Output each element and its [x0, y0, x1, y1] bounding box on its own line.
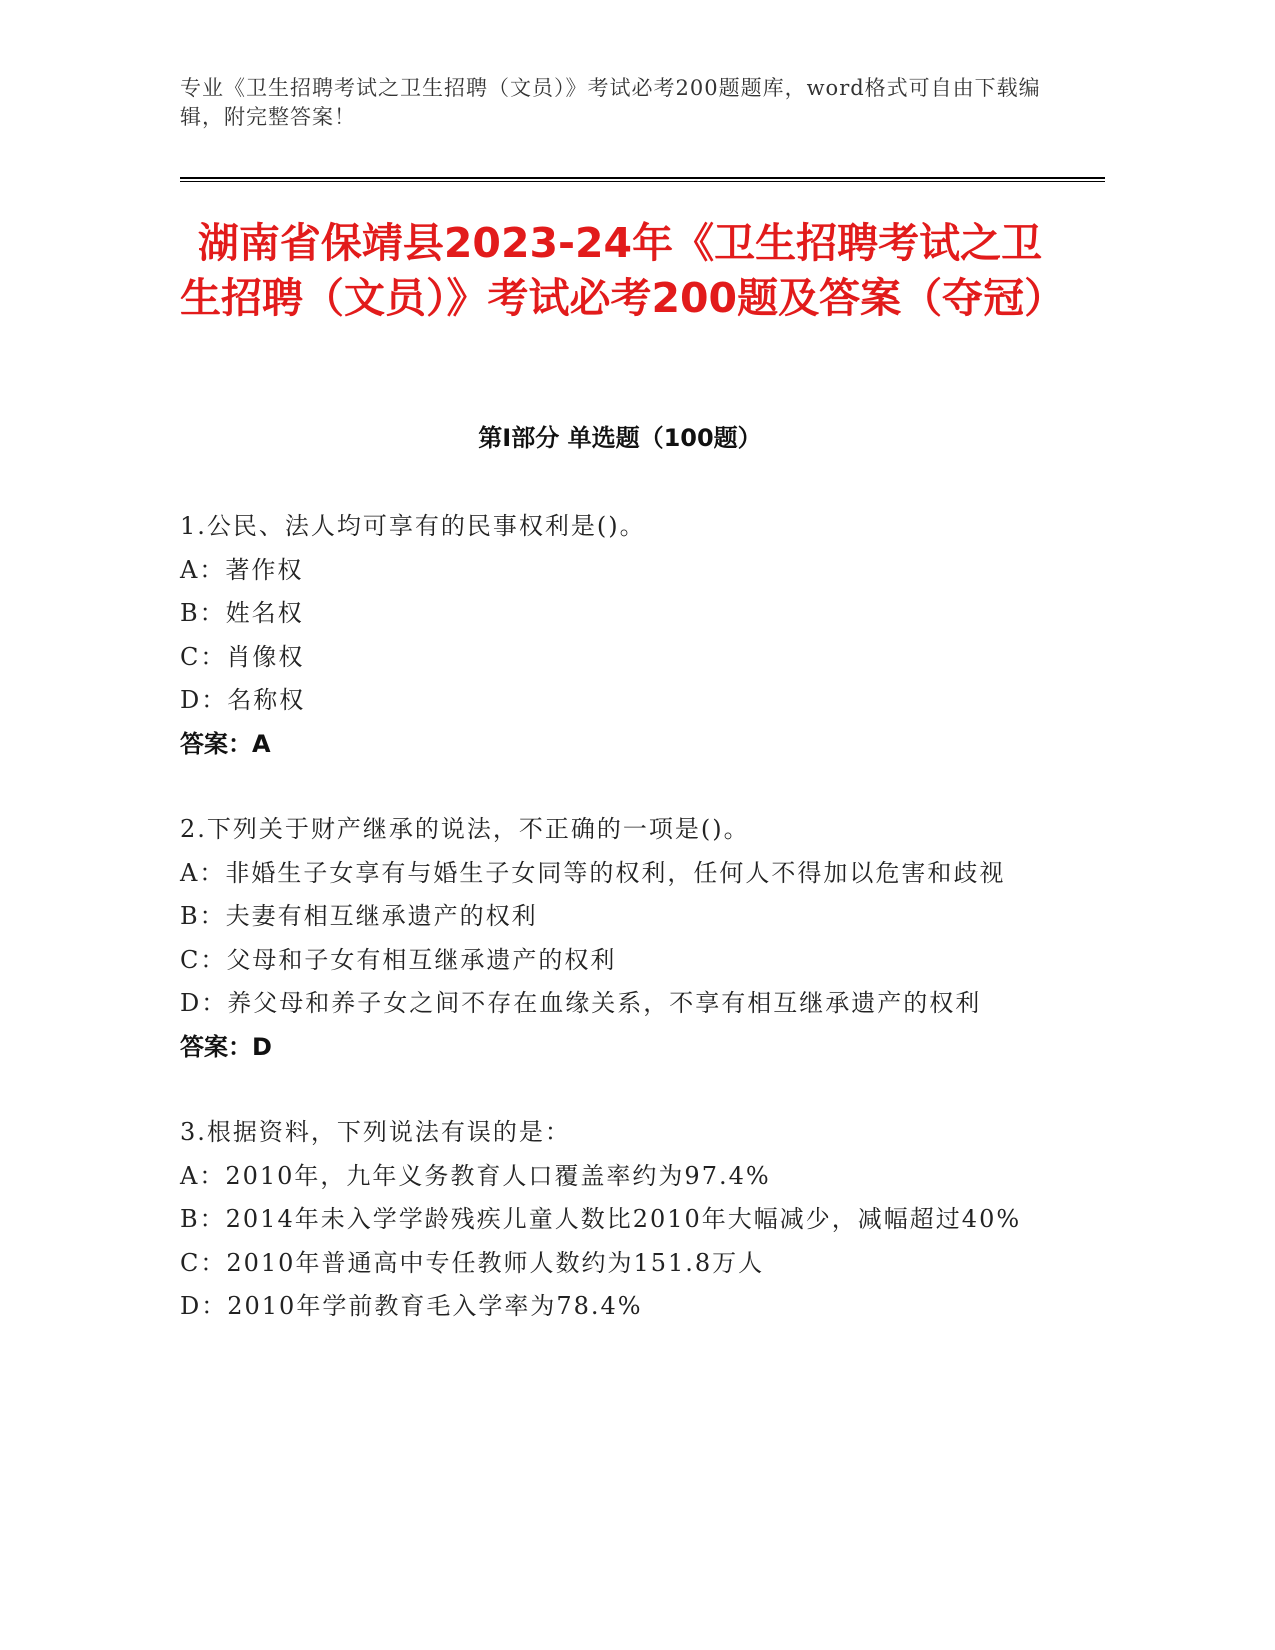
- option-key: C：: [180, 945, 227, 974]
- option-text: 2010年普通高中专任教师人数约为151.8万人: [226, 1248, 765, 1277]
- option-d: [180, 1285, 1040, 1329]
- option-b: [180, 895, 1040, 939]
- header-note: 专业《卫生招聘考试之卫生招聘（文员）》考试必考200题题库，word格式可自由下载编辑，附完整答案！: [180, 76, 1041, 129]
- option-text: 父母和子女有相互继承遗产的权利: [226, 945, 617, 974]
- option-text: 非婚生子女享有与婚生子女同等的权利，任何人不得加以危害和歧视: [225, 858, 1006, 887]
- option-key: B：: [180, 599, 226, 627]
- option-text: 著作权: [225, 555, 304, 584]
- question-1: [180, 505, 1040, 766]
- option-key: D：: [180, 1292, 228, 1320]
- option-text: 2010年学前教育毛入学率为78.4%: [227, 1292, 643, 1320]
- option-text: 姓名权: [225, 599, 304, 627]
- option-c: [180, 636, 1040, 680]
- option-c: [180, 1242, 1040, 1286]
- option-d: [180, 982, 1040, 1026]
- option-a: [180, 1155, 1040, 1199]
- option-text: 夫妻有相互继承遗产的权利: [225, 902, 538, 930]
- option-key: B：: [180, 902, 226, 930]
- section-heading: 第Ⅰ部分 单选题（100题）: [478, 424, 762, 452]
- option-key: C：: [180, 642, 227, 671]
- option-a: [180, 549, 1040, 593]
- question-stem: 2.下列关于财产继承的说法，不正确的一项是()。: [180, 815, 750, 843]
- option-key: D：: [180, 686, 228, 714]
- question-list: [180, 505, 1040, 1371]
- question-stem: 1.公民、法人均可享有的民事权利是()。: [180, 512, 646, 540]
- option-text: 2014年未入学学龄残疾儿童人数比2010年大幅减少，减幅超过40%: [225, 1205, 1022, 1233]
- option-key: D：: [180, 989, 228, 1017]
- option-key: B：: [180, 1205, 226, 1233]
- question-stem: 3.根据资料，下列说法有误的是：: [180, 1118, 571, 1146]
- option-b: [180, 1198, 1040, 1242]
- option-b: [180, 592, 1040, 636]
- option-text: 名称权: [227, 686, 306, 714]
- answer-line: 答案：A: [180, 729, 271, 758]
- question-2: [180, 808, 1040, 1069]
- option-text: 肖像权: [226, 642, 305, 671]
- answer-line: 答案：D: [180, 1032, 272, 1061]
- option-text: 养父母和养子女之间不存在血缘关系，不享有相互继承遗产的权利: [227, 989, 982, 1017]
- option-a: [180, 852, 1040, 896]
- option-key: A：: [180, 1161, 226, 1190]
- option-key: A：: [180, 555, 226, 584]
- option-c: [180, 939, 1040, 983]
- header-divider-thick: [180, 177, 1105, 179]
- option-text: 2010年，九年义务教育人口覆盖率约为97.4%: [225, 1161, 771, 1190]
- option-d: [180, 679, 1040, 723]
- header-divider-thin: [180, 181, 1105, 182]
- document-title: 湖南省保靖县2023-24年《卫生招聘考试之卫生招聘（文员）》考试必考200题及答案（夺冠）: [180, 219, 1066, 322]
- option-key: A：: [180, 858, 226, 887]
- option-key: C：: [180, 1248, 227, 1277]
- question-3: [180, 1111, 1040, 1329]
